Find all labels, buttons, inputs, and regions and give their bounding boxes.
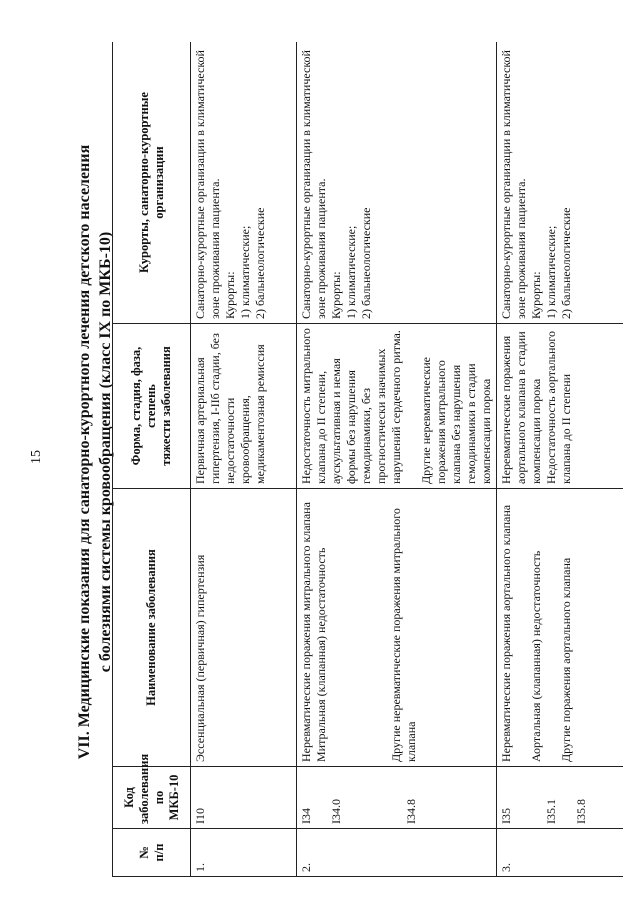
disease-name-cell: Неревматические поражения митрального клапана Митральная (клапанная) недостаточность Другие неревматические поражения митрального клапана	[297, 489, 497, 767]
row-number: 1.	[191, 829, 297, 877]
header-num: № п/п	[113, 829, 191, 877]
disease-name-cell: Неревматические поражения аортального клапана Аортальная (клапанная) недостаточность Другие поражения аортального клапана	[497, 489, 624, 767]
icd-code-cell: I34 I34.0 I34.8	[297, 767, 497, 829]
table-row	[497, 42, 624, 877]
header-code: Код заболевания по МКБ-10	[113, 767, 191, 829]
resort-cell: Санаторно-курортные организации в климатической зоне проживания пациента. Курорты: 1) климатические; 2) бальнеологические	[297, 42, 497, 324]
icd-code-cell: I10	[191, 767, 297, 829]
disease-form-cell: Первичная артериальная гипертензия, I-IIб стадии, без недостаточности кровообращения, медикаментозная ремиссия	[191, 324, 297, 489]
table-container	[112, 42, 623, 877]
table-header-row	[113, 42, 191, 877]
header-resort: Курорты, санаторно-курортные организации	[113, 42, 191, 324]
row-number: 3.	[497, 829, 624, 877]
page-number: 15	[29, 450, 44, 464]
resort-cell: Санаторно-курортные организации в климатической зоне проживания пациента. Курорты: 1) климатические; 2) бальнеологические	[191, 42, 297, 324]
table-row	[297, 42, 497, 877]
heading-line-2: с болезнями системы кровообращения (класс IX по МКБ-10)	[97, 231, 114, 673]
heading-line-1: VII. Медицинские показания для санаторно-курортного лечения детского населения	[76, 144, 93, 760]
table-row	[191, 42, 297, 877]
row-number: 2.	[297, 829, 497, 877]
indications-table	[112, 42, 623, 877]
disease-name-cell: Эссенциальная (первичная) гипертензия	[191, 489, 297, 767]
resort-cell: Санаторно-курортные организации в климатической зоне проживания пациента. Курорты: 1) климатические; 2) бальнеологические	[497, 42, 624, 324]
header-form: Форма, стадия, фаза, степень тяжести заболевания	[113, 324, 191, 489]
disease-form-cell: Недостаточность митрального клапана до II степени, аускультативная и немая формы без нарушения гемодинамики, без прогностически значимых нарушений сердечного ритма. Другие неревматические поражения митрального клапана без нарушения гемодинамики в стадии компенсации порока	[297, 324, 497, 489]
disease-form-cell: Неревматические поражения аортального клапана в стадии компенсации порока Недостаточность аортального клапана до II степени	[497, 324, 624, 489]
section-heading	[74, 22, 116, 882]
header-name: Наименование заболевания	[113, 489, 191, 767]
icd-code-cell: I35 I35.1 I35.8	[497, 767, 624, 829]
